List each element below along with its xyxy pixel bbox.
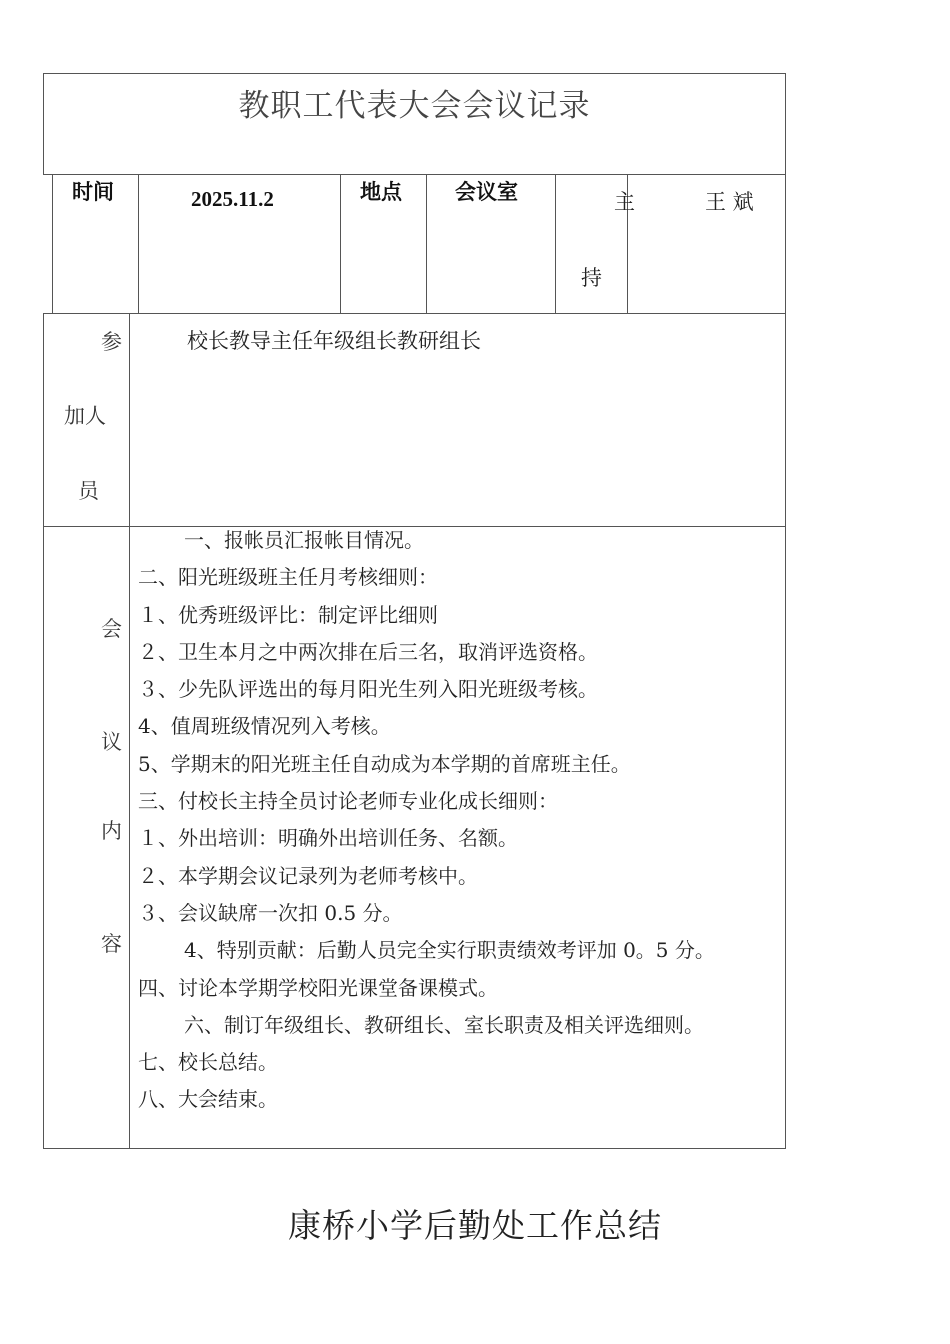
label-column-divider	[129, 313, 130, 1149]
content-line: ２、本学期会议记录列为老师考核中。	[138, 863, 478, 888]
info-divider-3	[426, 174, 427, 313]
content-line: 4、特别贡献：后勤人员完全实行职责绩效考评加 0。5 分。	[184, 938, 715, 963]
content-line: 三、付校长主持全员讨论老师专业化成长细则：	[138, 789, 558, 814]
participants-label-1: 参	[101, 330, 122, 354]
time-label: 时间	[72, 179, 114, 204]
content-line: ３、少先队评选出的每月阳光生列入阳光班级考核。	[138, 677, 598, 702]
info-row-bottom	[43, 313, 786, 314]
info-divider-2	[340, 174, 341, 313]
table-border-bottom	[43, 1148, 786, 1149]
host-value: 王 斌	[705, 190, 754, 214]
table-border-left-body	[43, 313, 44, 1149]
content-line: 八、大会结束。	[138, 1087, 278, 1112]
content-line: １、外出培训：明确外出培训任务、名额。	[138, 826, 518, 851]
place-value: 会议室	[455, 179, 518, 204]
time-value: 2025.11.2	[191, 187, 274, 211]
participants-label-3: 员	[78, 479, 99, 503]
content-line: 二、阳光班级班主任月考核细则：	[138, 565, 438, 590]
host-label-2: 持	[581, 266, 602, 290]
next-section-title: 康桥小学后勤处工作总结	[288, 1206, 662, 1245]
content-label-1: 会	[101, 617, 122, 641]
place-label: 地点	[360, 179, 402, 204]
participants-value: 校长教导主任年级组长教研组长	[187, 329, 481, 353]
content-line: 5、学期末的阳光班主任自动成为本学期的首席班主任。	[138, 751, 631, 776]
content-label-4: 容	[101, 932, 122, 956]
info-divider-4	[555, 174, 556, 313]
host-label-1: 主	[614, 190, 635, 214]
info-row-left	[52, 174, 53, 313]
title-row-bottom	[43, 174, 786, 175]
content-line: 四、讨论本学期学校阳光课堂备课模式。	[138, 975, 498, 1000]
content-line: 4、值周班级情况列入考核。	[138, 714, 391, 739]
table-border-right	[785, 73, 786, 1149]
page-title: 教职工代表大会会议记录	[238, 88, 591, 124]
content-line: 六、制订年级组长、教研组长、室长职责及相关评选细则。	[184, 1012, 704, 1037]
content-label-3: 内	[101, 819, 122, 843]
participants-label-2: 加人	[64, 404, 106, 428]
content-line: 一、报帐员汇报帐目情况。	[184, 528, 424, 552]
table-border-top	[43, 73, 786, 74]
info-divider-1	[138, 174, 139, 313]
meeting-content	[138, 526, 778, 1123]
content-line: ２、卫生本月之中两次排在后三名，取消评选资格。	[138, 639, 598, 664]
content-label-2: 议	[101, 730, 122, 754]
content-line: １、优秀班级评比：制定评比细则	[138, 602, 438, 627]
content-line: ３、会议缺席一次扣 0.5 分。	[138, 900, 403, 925]
content-line: 七、校长总结。	[138, 1050, 278, 1075]
